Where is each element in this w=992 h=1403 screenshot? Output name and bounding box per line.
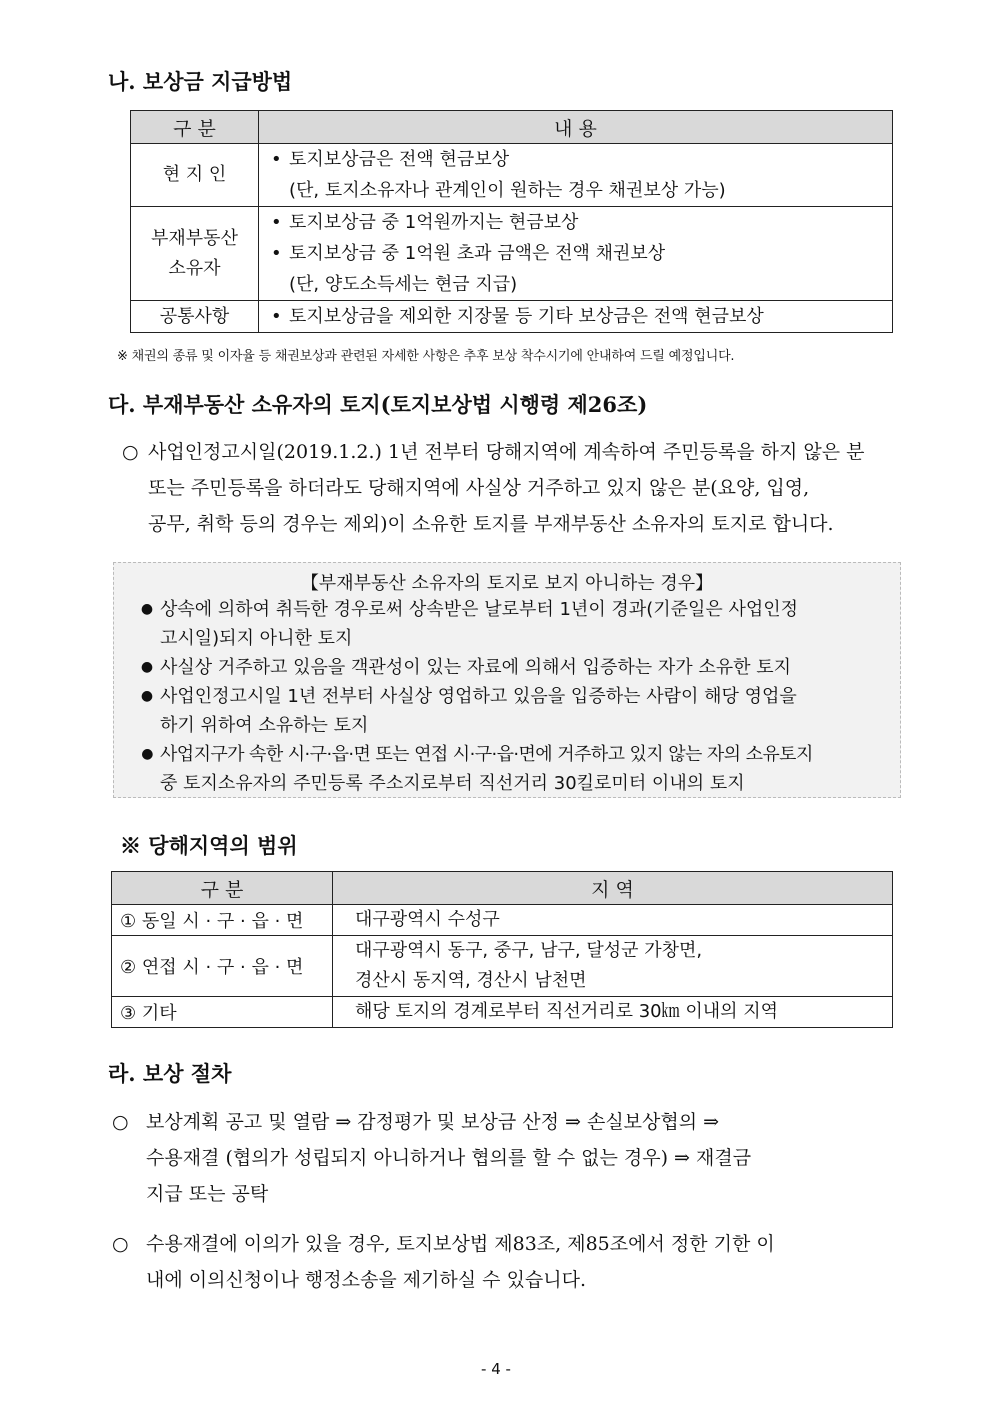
list-item — [134, 595, 813, 624]
bullet-icon: • — [271, 149, 282, 170]
row-label-resident: 현 지 인 — [131, 144, 259, 207]
list-item-continuation: (단, 양도소득세는 현금 지급) — [289, 274, 518, 295]
table-row — [112, 905, 893, 936]
table-row — [112, 936, 893, 997]
list-item — [271, 301, 892, 332]
row-content — [259, 207, 893, 301]
paragraph-line: 수용재결 (협의가 성립되지 아니하거나 협의를 할 수 없는 경우) ⇒ 재결금 — [146, 1147, 752, 1169]
table-header-region: 지 역 — [333, 872, 893, 905]
list-item — [271, 144, 892, 175]
section-heading-procedure: 라. 보상 절차 — [108, 1061, 232, 1086]
section-heading-payment-method: 나. 보상금 지급방법 — [108, 69, 293, 94]
circle-marker-icon: ○ — [112, 1233, 129, 1255]
bullet-icon: • — [271, 306, 282, 327]
table-header-row — [112, 872, 893, 905]
list-item-text: 토지보상금을 제외한 지장물 등 기타 보상금은 전액 현금보상 — [289, 306, 764, 327]
paragraph-line: 지급 또는 공탁 — [146, 1183, 269, 1205]
table-row — [131, 301, 893, 333]
row-content — [259, 301, 893, 333]
list-item — [134, 653, 813, 682]
bullet-icon: ● — [140, 688, 154, 704]
paragraph-line: 수용재결에 이의가 있을 경우, 토지보상법 제83조, 제85조에서 정한 기한 이 — [146, 1233, 775, 1255]
paragraph-line: 내에 이의신청이나 행정소송을 제기하실 수 있습니다. — [146, 1269, 587, 1291]
row-region-line: 경산시 동지역, 경산시 남천면 — [355, 970, 587, 991]
objection-paragraph — [112, 1226, 902, 1300]
row-label-line: 소유자 — [168, 257, 221, 279]
table-header-category: 구 분 — [131, 111, 259, 144]
table-header-content: 내 용 — [259, 111, 893, 144]
procedure-paragraph — [112, 1104, 902, 1214]
bullet-icon: • — [271, 212, 282, 233]
page-number: - 4 - — [481, 1360, 511, 1378]
exception-box-title: 【부재부동산 소유자의 토지로 보지 아니하는 경우】 — [300, 573, 714, 594]
row-label-other: ③ 기타 — [112, 997, 333, 1028]
paragraph-line: 보상계획 공고 및 열람 ⇒ 감정평가 및 보상금 산정 ⇒ 손실보상협의 ⇒ — [146, 1111, 720, 1133]
list-item — [134, 740, 813, 769]
paragraph-line: 또는 주민등록을 하더라도 당해지역에 사실상 거주하고 있지 않은 분(요양, 입영, — [148, 477, 810, 499]
list-item-text: 상속에 의하여 취득한 경우로써 상속받은 날로부터 1년이 경과(기준일은 사업인정 — [160, 599, 799, 620]
list-item — [271, 207, 892, 238]
paragraph-line: 사업인정고시일(2019.1.2.) 1년 전부터 당해지역에 계속하여 주민등록을 하지 않은 분 — [148, 441, 865, 463]
row-region: 대구광역시 수성구 — [333, 905, 893, 936]
row-label-same-area: ① 동일 시 · 구 · 읍 · 면 — [112, 905, 333, 936]
table-header-row — [131, 111, 893, 144]
row-label-absentee-owner — [131, 207, 259, 301]
list-item-continuation: 중 토지소유자의 주민등록 주소지로부터 직선거리 30킬로미터 이내의 토지 — [160, 773, 745, 794]
list-item-text: 토지보상금 중 1억원까지는 현금보상 — [289, 212, 579, 233]
list-item — [271, 238, 892, 269]
row-region-line: 대구광역시 동구, 중구, 남구, 달성군 가창면, — [355, 940, 703, 961]
list-item-text: 토지보상금은 전액 현금보상 — [289, 149, 510, 170]
list-item-continuation: (단, 토지소유자나 관계인이 원하는 경우 채권보상 가능) — [289, 180, 726, 201]
section-heading-region-scope: ※ 당해지역의 범위 — [120, 833, 298, 858]
list-item-text: 사업지구가 속한 시·구·읍·면 또는 연접 시·구·읍·면에 거주하고 있지 않는 자의 소유토지 — [160, 744, 813, 765]
bullet-icon: ● — [140, 659, 154, 675]
absentee-definition-paragraph — [122, 434, 902, 544]
exception-list — [134, 595, 813, 798]
bullet-icon: ● — [141, 746, 153, 762]
row-content — [259, 144, 893, 207]
row-region: 해당 토지의 경계로부터 직선거리로 30㎞ 이내의 지역 — [333, 997, 893, 1028]
row-label-line: 부재부동산 — [151, 227, 238, 249]
paragraph-line: 공무, 취학 등의 경우는 제외)이 소유한 토지를 부재부동산 소유자의 토지로 합니다. — [148, 513, 834, 535]
table-row — [131, 207, 893, 301]
list-item-text: 토지보상금 중 1억원 초과 금액은 전액 채권보상 — [289, 243, 666, 264]
bond-note: ※ 채권의 종류 및 이자율 등 채권보상과 관련된 자세한 사항은 추후 보상 착수시기에 안내하여 드릴 예정입니다. — [117, 349, 735, 364]
list-item-text: 사실상 거주하고 있음을 객관성이 있는 자료에 의해서 입증하는 자가 소유한 토지 — [160, 657, 792, 678]
list-item-continuation: 하기 위하여 소유하는 토지 — [160, 715, 369, 736]
table-row — [131, 144, 893, 207]
bullet-icon: • — [271, 243, 282, 264]
payment-method-table — [130, 110, 893, 333]
circle-marker-icon: ○ — [122, 441, 139, 463]
region-scope-table — [111, 871, 893, 1028]
circle-marker-icon: ○ — [112, 1111, 129, 1133]
list-item — [134, 682, 813, 711]
table-row — [112, 997, 893, 1028]
exception-box — [113, 562, 901, 798]
row-region — [333, 936, 893, 997]
table-header-category: 구 분 — [112, 872, 333, 905]
row-label-adjacent-area: ② 연접 시 · 구 · 읍 · 면 — [112, 936, 333, 997]
section-heading-absentee-land: 다. 부재부동산 소유자의 토지(토지보상법 시행령 제26조) — [108, 392, 648, 417]
list-item-continuation: 고시일)되지 아니한 토지 — [160, 628, 353, 649]
list-item-text: 사업인정고시일 1년 전부터 사실상 영업하고 있음을 입증하는 사람이 해당 영업을 — [160, 686, 797, 707]
row-label-common: 공통사항 — [131, 301, 259, 333]
bullet-icon: ● — [140, 601, 154, 617]
